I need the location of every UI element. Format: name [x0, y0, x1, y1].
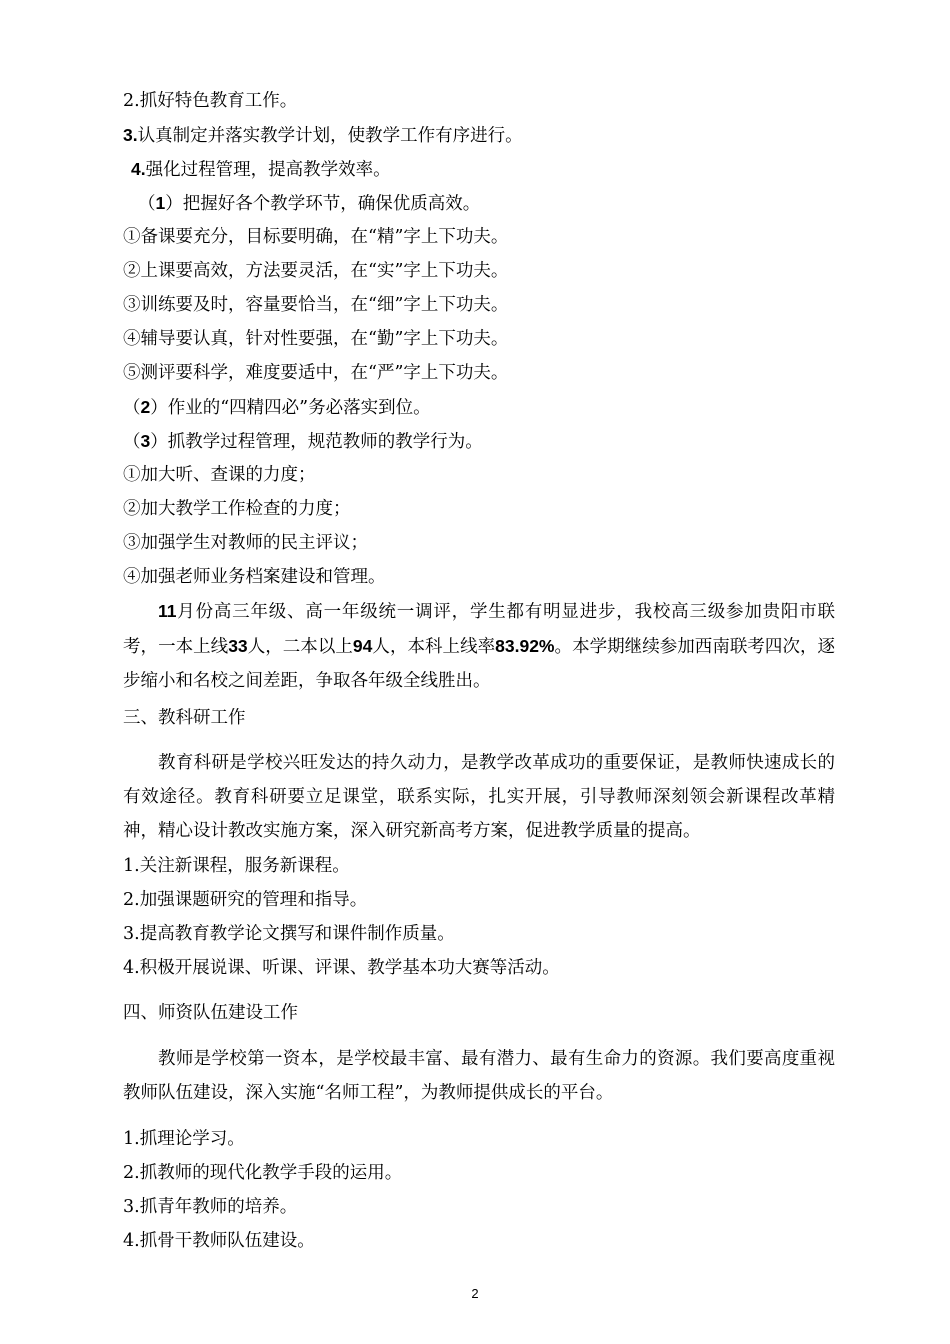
list-item: （3）抓教学过程管理，规范教师的教学行为。: [123, 431, 483, 452]
item-number: 2: [140, 397, 151, 417]
list-item: ⑤测评要科学，难度要适中，在“严”字上下功夫。: [123, 363, 509, 383]
item-number: 1: [155, 193, 166, 213]
list-item: 2.抓教师的现代化教学手段的运用。: [123, 1163, 403, 1183]
list-item: ③加强学生对教师的民主评议；: [123, 533, 368, 553]
list-item: ③训练要及时，容量要恰当，在“细”字上下功夫。: [123, 295, 509, 315]
list-item: 3.提高教育教学论文撰写和课件制作质量。: [123, 924, 455, 944]
list-item: 3.认真制定并落实教学计划，使教学工作有序进行。: [123, 125, 523, 146]
section-heading: 四、师资队伍建设工作: [123, 1003, 298, 1023]
list-item: 1.关注新课程，服务新课程。: [123, 856, 350, 876]
list-item: ④加强老师业务档案建设和管理。: [123, 567, 386, 587]
list-item: ②上课要高效，方法要灵活，在“实”字上下功夫。: [123, 261, 509, 281]
results-paragraph: 11月份高三年级、高一年级统一调评，学生都有明显进步，我校高三级参加贵阳市联考，一本上线33人，二本以上94人，本科上线率83.92%。本学期继续参加西南联考四次，逐步缩小和名校之间差距，争取各年级全线胜出。: [123, 601, 836, 691]
list-item: 4.抓骨干教师队伍建设。: [123, 1231, 315, 1251]
list-item: 2.抓好特色教育工作。: [123, 91, 298, 111]
list-item: 3.抓青年教师的培养。: [123, 1197, 298, 1217]
list-item: （2）作业的“四精四必”务必落实到位。: [123, 397, 431, 418]
page-number: 2: [471, 1286, 479, 1301]
list-item: ①备课要充分，目标要明确，在“精”字上下功夫。: [123, 227, 509, 247]
section-intro: 教育科研是学校兴旺发达的持久动力，是教学改革成功的重要保证，是教师快速成长的有效途径。教育科研要立足课堂，联系实际，扎实开展，引导教师深刻领会新课程改革精神，精心设计教改实施方案，深入研究新高考方案，促进教学质量的提高。: [123, 753, 835, 841]
list-item: ④辅导要认真，针对性要强，在“勤”字上下功夫。: [123, 329, 509, 349]
list-item: ①加大听、查课的力度；: [123, 465, 316, 485]
list-item: 4.强化过程管理，提高教学效率。: [131, 159, 391, 180]
list-item: ②加大教学工作检查的力度；: [123, 499, 351, 519]
section-heading: 三、教科研工作: [123, 708, 246, 728]
item-number: 3.: [123, 125, 138, 145]
list-item: 1.抓理论学习。: [123, 1129, 245, 1149]
list-item: （1）把握好各个教学环节，确保优质高效。: [138, 193, 481, 214]
item-number: 3: [140, 431, 151, 451]
list-item: 2.加强课题研究的管理和指导。: [123, 890, 368, 910]
list-item: 4.积极开展说课、听课、评课、教学基本功大赛等活动。: [123, 958, 560, 978]
item-number: 4.: [131, 159, 146, 179]
section-intro: 教师是学校第一资本，是学校最丰富、最有潜力、最有生命力的资源。我们要高度重视教师队伍建设，深入实施“名师工程”，为教师提供成长的平台。: [123, 1049, 835, 1103]
